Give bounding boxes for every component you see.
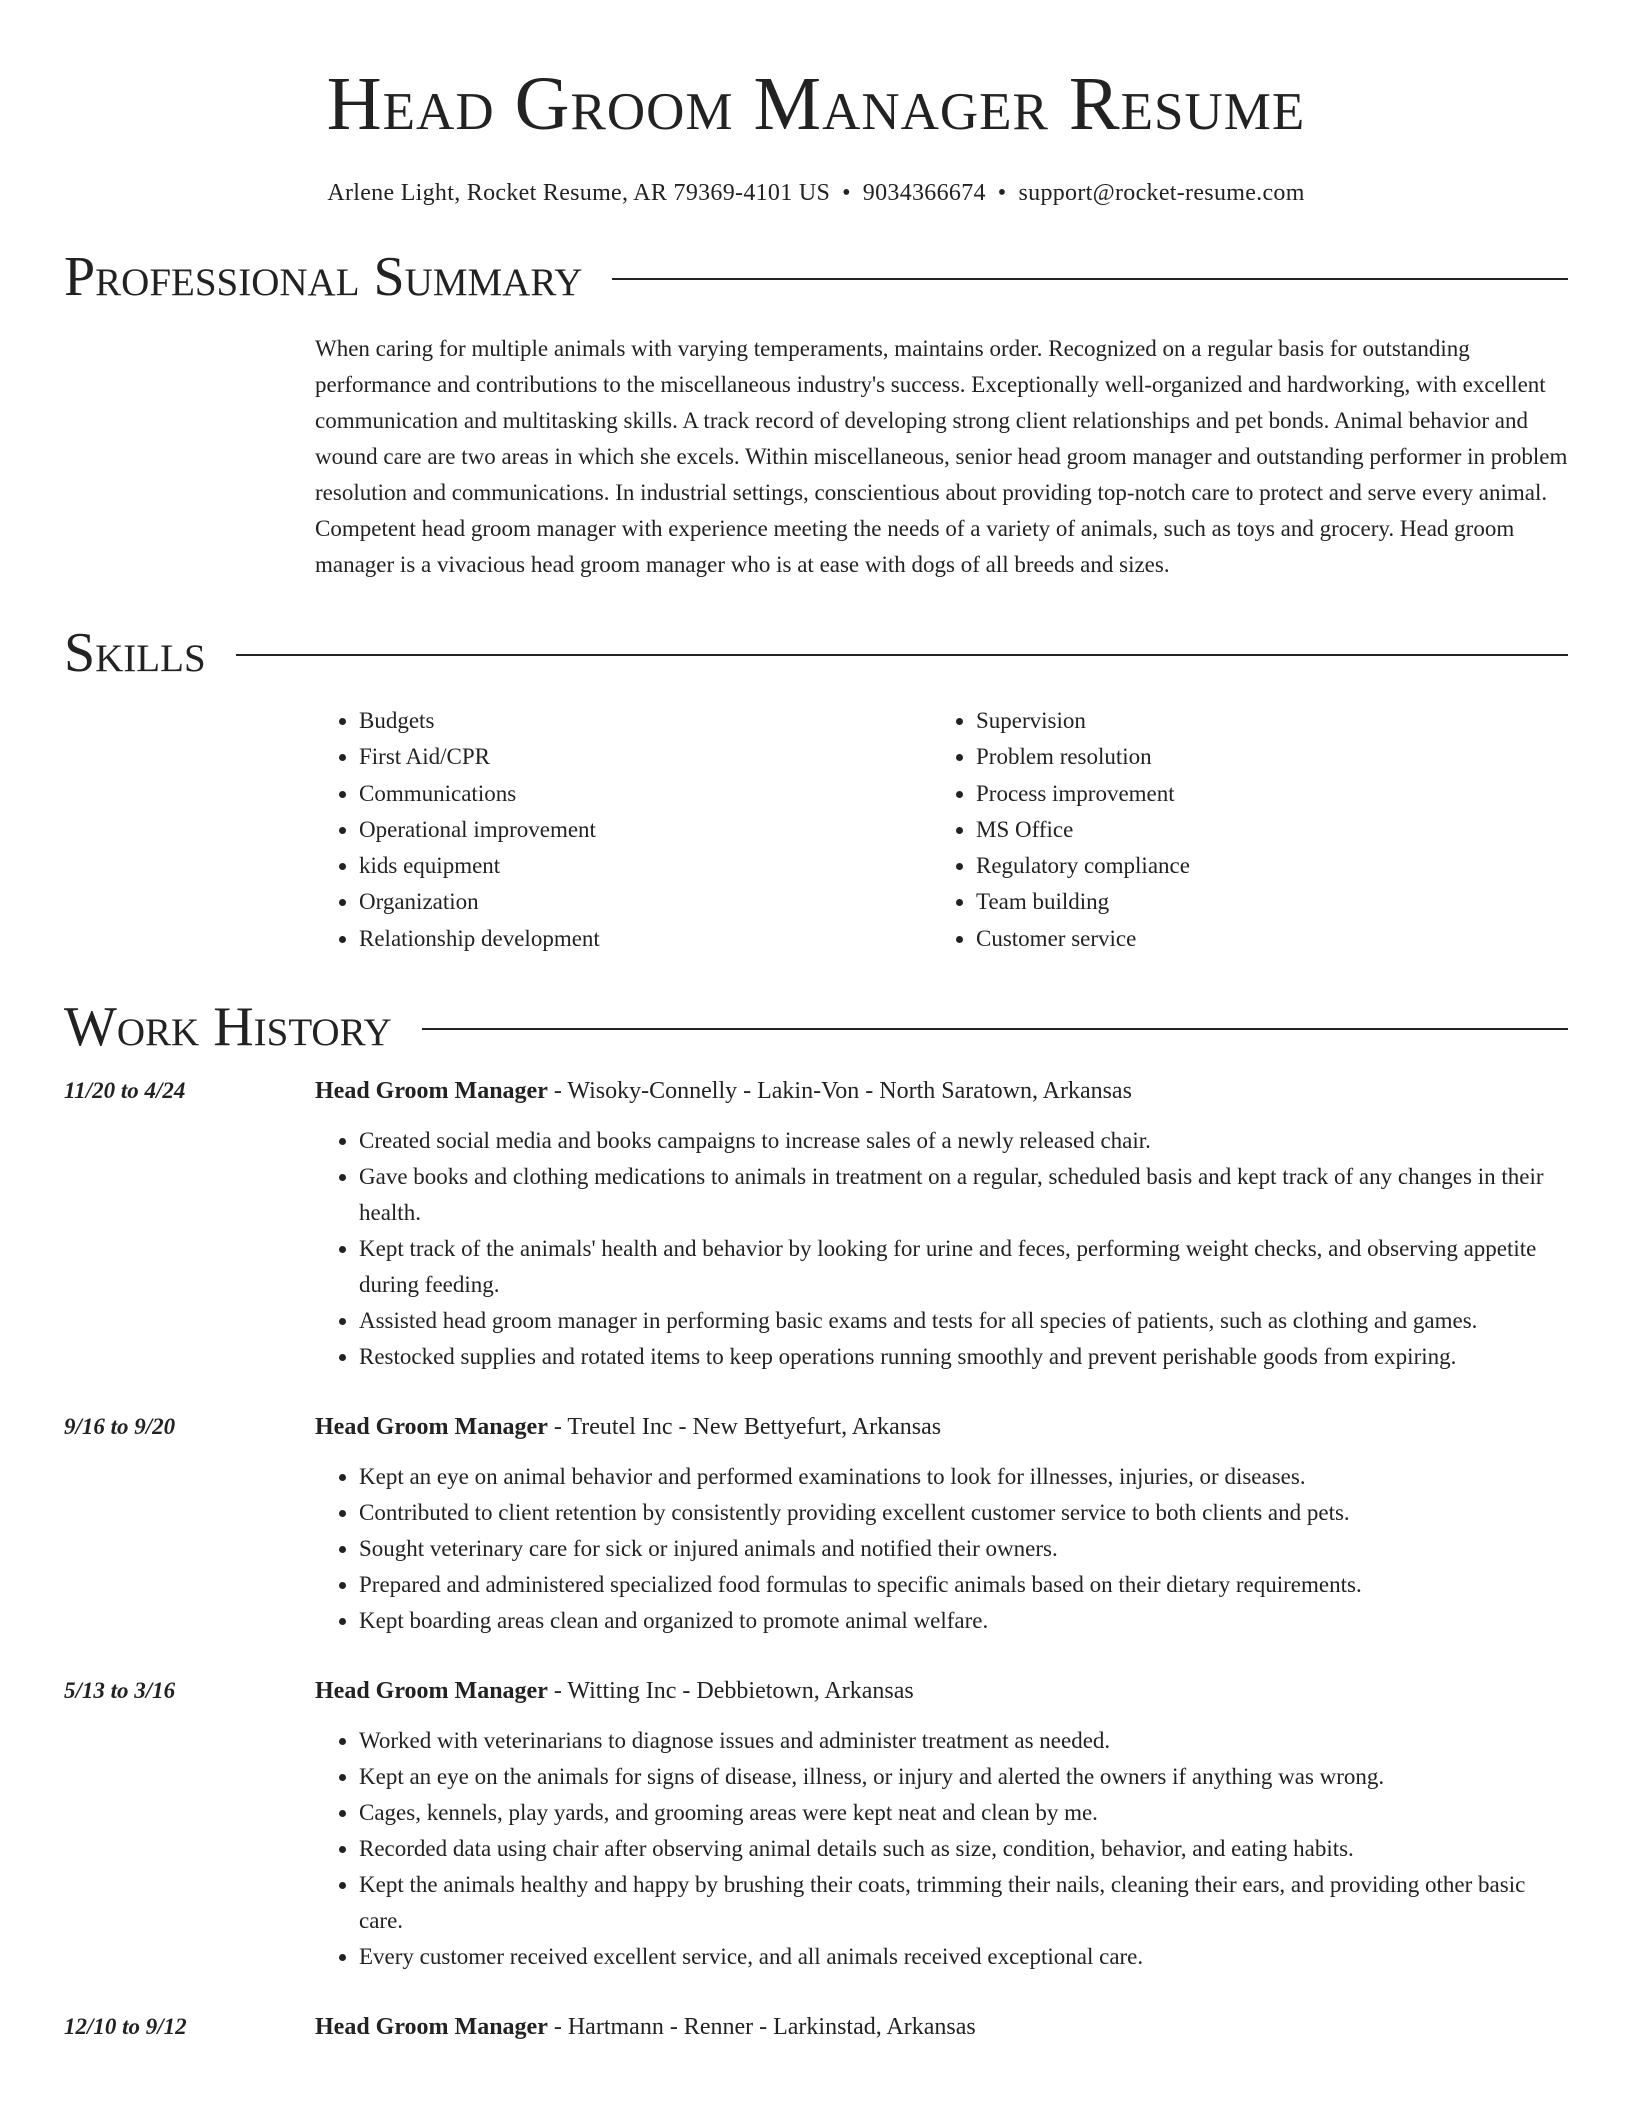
job-title: Head Groom Manager [315,2014,548,2041]
skill-item: • Budgets [359,703,932,739]
skill-item: • Process improvement [976,776,1549,812]
job-bullet: • Gave books and clothing medications to animals in treatment on a regular, scheduled basis and kept track of any changes in their health. [359,1159,1568,1231]
contact-phone: 9034366674 [862,180,986,206]
job-bullet: • Kept an eye on animal behavior and performed examinations to look for illnesses, injuries, or diseases. [359,1459,1568,1495]
job-bullets [315,1459,1568,1639]
job-title: Head Groom Manager [315,1078,548,1105]
skill-item: • Customer service [976,921,1549,957]
job-entry [64,1073,1568,1375]
job-dates: 9/16 to 9/20 [64,1414,176,1440]
job-bullet: • Contributed to client retention by consistently providing excellent customer service to both clients and pets. [359,1495,1568,1531]
skill-item: • Team building [976,884,1549,920]
skills-column-right [932,703,1549,957]
job-dates: 5/13 to 3/16 [64,1678,176,1704]
job-detail [315,1073,1568,1375]
job-heading [315,1073,1568,1109]
skill-item: • Communications [359,776,932,812]
job-bullets [315,1123,1568,1375]
contact-email: support@rocket-resume.com [1018,180,1305,206]
job-bullet: • Every customer received excellent service, and all animals received exceptional care. [359,1939,1568,1975]
job-company: - Treutel Inc - New Bettyefurt, Arkansas [547,1414,942,1441]
job-detail [315,1409,1568,1639]
job-bullet: • Kept boarding areas clean and organized to promote animal welfare. [359,1603,1568,1639]
skill-item: • kids equipment [359,848,932,884]
section-divider [236,654,1568,656]
job-bullet: • Created social media and books campaigns to increase sales of a newly released chair. [359,1123,1568,1159]
job-company: - Hartmann - Renner - Larkinstad, Arkansas [547,2014,976,2041]
work-section-header [64,996,1568,1059]
skill-item: • Organization [359,884,932,920]
skills-column-left [315,703,932,957]
job-entry [64,2009,1568,2045]
job-heading [315,1673,1568,1709]
job-bullet: • Kept track of the animals' health and behavior by looking for urine and feces, performing weight checks, and observing appetite during feeding. [359,1231,1568,1303]
job-heading [315,1409,1568,1445]
section-divider [612,278,1568,280]
skills-list [315,703,1568,957]
section-divider [422,1028,1568,1030]
summary-heading: Professional Summary [64,246,583,308]
job-bullet: • Kept the animals healthy and happy by brushing their coats, trimming their nails, cleaning their ears, and providing other basic care. [359,1867,1568,1939]
job-detail [315,2009,1568,2045]
job-bullet: • Prepared and administered specialized food formulas to specific animals based on their dietary requirements. [359,1567,1568,1603]
job-title: Head Groom Manager [315,1678,548,1705]
job-company: - Witting Inc - Debbietown, Arkansas [547,1678,914,1705]
skill-item: • Problem resolution [976,739,1549,775]
job-bullet: • Recorded data using chair after observing animal details such as size, condition, behavior, and eating habits. [359,1831,1568,1867]
job-dates: 12/10 to 9/12 [64,2014,187,2040]
job-bullet: • Worked with veterinarians to diagnose issues and administer treatment as needed. [359,1723,1568,1759]
job-detail [315,1673,1568,1975]
job-company: - Wisoky-Connelly - Lakin-Von - North Saratown, Arkansas [547,1078,1132,1105]
skill-item: • Relationship development [359,921,932,957]
job-bullet: • Kept an eye on the animals for signs of disease, illness, or injury and alerted the owners if anything was wrong. [359,1759,1568,1795]
contact-line [64,180,1568,207]
job-bullet: • Assisted head groom manager in performing basic exams and tests for all species of patients, such as clothing and games. [359,1303,1568,1339]
job-entry [64,1409,1568,1639]
skill-item: • MS Office [976,812,1549,848]
job-heading [315,2009,1568,2045]
resume-page [64,0,1568,2045]
job-bullet: • Cages, kennels, play yards, and grooming areas were kept neat and clean by me. [359,1795,1568,1831]
skills-section-header [64,622,1568,684]
skill-item: • Regulatory compliance [976,848,1549,884]
contact-address: Arlene Light, Rocket Resume, AR 79369-4101 US [327,180,831,206]
summary-text: When caring for multiple animals with varying temperaments, maintains order. Recognized on a regular basis for outstanding performance and contributions to the miscellaneous industry's success. Exceptionally well-organized and hardworking, with excellent communication and multitasking skills. A track record of developing strong client relationships and pet bonds. Animal behavior and wound care are two areas in which she excels. Within miscellaneous, senior head groom manager and outstanding performer in problem resolution and communications. In industrial settings, conscientious about providing top-notch care to protect and serve every animal. Competent head groom manager with experience meeting the needs of a variety of animals, such as toys and grocery. Head groom manager is a vivacious head groom manager who is at ease with dogs of all breeds and sizes. [315,336,1568,577]
job-bullet: • Restocked supplies and rotated items to keep operations running smoothly and prevent perishable goods from expiring. [359,1339,1568,1375]
document-title: Head Groom Manager Resume [326,62,1306,146]
job-entry [64,1673,1568,1975]
skills-heading: Skills [64,622,206,684]
job-bullets [315,1723,1568,1975]
skill-item: • Operational improvement [359,812,932,848]
skill-item: • Supervision [976,703,1549,739]
skill-item: • First Aid/CPR [359,739,932,775]
summary-section-header [64,246,1568,308]
contact-separator: • [842,180,851,206]
contact-separator: • [997,180,1007,206]
work-heading: Work History [64,996,392,1059]
job-dates: 11/20 to 4/24 [64,1078,186,1104]
job-bullet: • Sought veterinary care for sick or injured animals and notified their owners. [359,1531,1568,1567]
job-title: Head Groom Manager [315,1414,548,1441]
